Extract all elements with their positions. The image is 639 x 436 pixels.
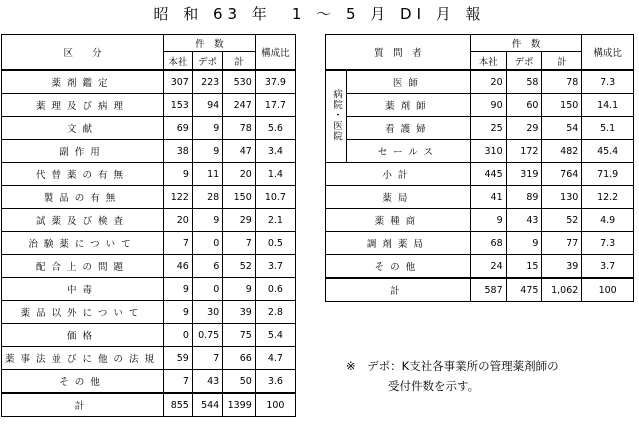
table-row [2, 301, 296, 324]
cell-honsha: 9 [164, 278, 193, 301]
cell-depo: 7 [192, 347, 222, 370]
cell-ratio: 4.9 [582, 209, 634, 232]
cell-honsha: 38 [164, 140, 193, 163]
cell-total: 482 [542, 140, 582, 163]
table-row [326, 278, 634, 302]
row-label: その他 [326, 255, 471, 279]
header-category: 区 分 [2, 35, 164, 71]
cell-honsha: 587 [470, 278, 506, 302]
cell-depo: 9 [192, 209, 222, 232]
cell-ratio: 2.8 [255, 301, 295, 324]
cell-depo: 28 [192, 186, 222, 209]
cell-honsha: 310 [470, 140, 506, 163]
cell-honsha: 68 [470, 232, 506, 255]
cell-depo: 0 [192, 278, 222, 301]
cell-ratio: 71.9 [582, 163, 634, 186]
cell-total: 39 [223, 301, 256, 324]
cell-ratio: 3.7 [582, 255, 634, 279]
cell-depo: 0.75 [192, 324, 222, 347]
table-row [326, 232, 634, 255]
row-label: 薬理及び病理 [2, 94, 164, 117]
table-row [2, 163, 296, 186]
cell-ratio: 100 [255, 393, 295, 417]
row-label: 製品の有無 [2, 186, 164, 209]
row-label: 治験薬について [2, 232, 164, 255]
header-total: 計 [223, 52, 256, 71]
table-row [326, 163, 634, 186]
cell-ratio: 100 [582, 278, 634, 302]
table-row [2, 278, 296, 301]
cell-honsha: 9 [164, 163, 193, 186]
header-depo: デポ [506, 52, 542, 71]
group-label [326, 70, 347, 163]
table-row [2, 232, 296, 255]
cell-total: 77 [542, 232, 582, 255]
cell-ratio: 5.1 [582, 117, 634, 140]
cell-ratio: 0.5 [255, 232, 295, 255]
table-row [2, 255, 296, 278]
cell-honsha: 24 [470, 255, 506, 279]
row-label: 看護婦 [347, 117, 471, 140]
cell-honsha: 69 [164, 117, 193, 140]
row-label: 小計 [326, 163, 471, 186]
cell-total: 50 [223, 370, 256, 394]
row-label: 代替薬の有無 [2, 163, 164, 186]
cell-ratio: 0.6 [255, 278, 295, 301]
cell-honsha: 122 [164, 186, 193, 209]
cell-honsha: 445 [470, 163, 506, 186]
row-label: 文献 [2, 117, 164, 140]
cell-total: 764 [542, 163, 582, 186]
cell-honsha: 855 [164, 393, 193, 417]
cell-honsha: 9 [470, 209, 506, 232]
header-ratio: 構成比 [255, 35, 295, 71]
cell-total: 20 [223, 163, 256, 186]
cell-depo: 223 [192, 70, 222, 94]
cell-total: 150 [223, 186, 256, 209]
table-row [326, 70, 634, 94]
cell-depo: 60 [506, 94, 542, 117]
right-table [325, 34, 634, 302]
cell-ratio: 3.6 [255, 370, 295, 394]
cell-honsha: 307 [164, 70, 193, 94]
cell-total: 75 [223, 324, 256, 347]
row-label: 薬種商 [326, 209, 471, 232]
cell-total: 530 [223, 70, 256, 94]
cell-depo: 6 [192, 255, 222, 278]
cell-total: 39 [542, 255, 582, 279]
table-row [2, 94, 296, 117]
table-row [326, 117, 634, 140]
cell-depo: 29 [506, 117, 542, 140]
table-row [326, 186, 634, 209]
cell-honsha: 25 [470, 117, 506, 140]
cell-total: 54 [542, 117, 582, 140]
left-table [1, 34, 296, 417]
table-row [2, 347, 296, 370]
cell-ratio: 2.1 [255, 209, 295, 232]
cell-depo: 89 [506, 186, 542, 209]
cell-depo: 94 [192, 94, 222, 117]
cell-honsha: 46 [164, 255, 193, 278]
cell-total: 78 [542, 70, 582, 94]
cell-total: 150 [542, 94, 582, 117]
cell-ratio: 12.2 [582, 186, 634, 209]
row-label: 副作用 [2, 140, 164, 163]
header-count: 件 数 [164, 35, 256, 52]
table-row [326, 255, 634, 279]
row-label: 価格 [2, 324, 164, 347]
table-row [2, 370, 296, 394]
header-asker: 質 問 者 [326, 35, 471, 71]
cell-total: 52 [542, 209, 582, 232]
cell-ratio: 14.1 [582, 94, 634, 117]
cell-total: 1,062 [542, 278, 582, 302]
row-label: セールス [347, 140, 471, 163]
row-label: 薬剤師 [347, 94, 471, 117]
cell-ratio: 3.4 [255, 140, 295, 163]
cell-ratio: 3.7 [255, 255, 295, 278]
row-label: 薬品以外について [2, 301, 164, 324]
cell-total: 247 [223, 94, 256, 117]
cell-ratio: 7.3 [582, 232, 634, 255]
row-label: 薬局 [326, 186, 471, 209]
cell-depo: 319 [506, 163, 542, 186]
cell-honsha: 90 [470, 94, 506, 117]
row-label: 医師 [347, 70, 471, 94]
row-label: その他 [2, 370, 164, 394]
cell-honsha: 7 [164, 232, 193, 255]
cell-ratio: 37.9 [255, 70, 295, 94]
header-total: 計 [542, 52, 582, 71]
cell-ratio: 10.7 [255, 186, 295, 209]
cell-total: 1399 [223, 393, 256, 417]
cell-honsha: 41 [470, 186, 506, 209]
row-label: 計 [2, 393, 164, 417]
cell-depo: 9 [192, 140, 222, 163]
table-row [2, 393, 296, 417]
cell-honsha: 7 [164, 370, 193, 394]
cell-depo: 475 [506, 278, 542, 302]
cell-honsha: 0 [164, 324, 193, 347]
cell-ratio: 45.4 [582, 140, 634, 163]
cell-total: 78 [223, 117, 256, 140]
table-row [2, 209, 296, 232]
header-honsha: 本社 [470, 52, 506, 71]
cell-honsha: 59 [164, 347, 193, 370]
cell-depo: 43 [192, 370, 222, 394]
table-row [2, 186, 296, 209]
row-label: 薬事法並びに他の法規 [2, 347, 164, 370]
cell-total: 9 [223, 278, 256, 301]
footnote-line-2: 受付件数を示す。 [388, 379, 480, 393]
header-honsha: 本社 [164, 52, 193, 71]
table-row [326, 209, 634, 232]
table-row [2, 140, 296, 163]
cell-total: 7 [223, 232, 256, 255]
table-row [326, 140, 634, 163]
header-depo: デポ [192, 52, 222, 71]
cell-total: 47 [223, 140, 256, 163]
cell-depo: 172 [506, 140, 542, 163]
row-label: 計 [326, 278, 471, 302]
footnote-line-1: ※ デポ：K支社各事業所の管理薬剤師の [346, 359, 559, 373]
cell-depo: 0 [192, 232, 222, 255]
cell-total: 130 [542, 186, 582, 209]
cell-depo: 30 [192, 301, 222, 324]
header-count: 件 数 [470, 35, 581, 52]
cell-honsha: 153 [164, 94, 193, 117]
cell-depo: 15 [506, 255, 542, 279]
table-row [2, 70, 296, 94]
cell-ratio: 7.3 [582, 70, 634, 94]
cell-ratio: 5.4 [255, 324, 295, 347]
cell-depo: 544 [192, 393, 222, 417]
row-label: 中毒 [2, 278, 164, 301]
cell-depo: 58 [506, 70, 542, 94]
group-label-text: 病院・医院 [331, 88, 342, 142]
cell-honsha: 9 [164, 301, 193, 324]
cell-ratio: 1.4 [255, 163, 295, 186]
cell-depo: 43 [506, 209, 542, 232]
cell-total: 66 [223, 347, 256, 370]
row-label: 調剤薬局 [326, 232, 471, 255]
footnote [346, 356, 559, 396]
table-row [2, 117, 296, 140]
cell-total: 29 [223, 209, 256, 232]
row-label: 配合上の問題 [2, 255, 164, 278]
cell-depo: 9 [192, 117, 222, 140]
header-ratio: 構成比 [582, 35, 634, 71]
cell-depo: 9 [506, 232, 542, 255]
cell-honsha: 20 [164, 209, 193, 232]
row-label: 薬剤鑑定 [2, 70, 164, 94]
cell-honsha: 20 [470, 70, 506, 94]
cell-total: 52 [223, 255, 256, 278]
row-label: 試薬及び検査 [2, 209, 164, 232]
report-title: 昭 和 63 年 1 ～ 5 月 DI 月 報 [153, 5, 486, 23]
table-row [2, 324, 296, 347]
cell-ratio: 5.6 [255, 117, 295, 140]
table-row [326, 94, 634, 117]
cell-depo: 11 [192, 163, 222, 186]
cell-ratio: 4.7 [255, 347, 295, 370]
cell-ratio: 17.7 [255, 94, 295, 117]
